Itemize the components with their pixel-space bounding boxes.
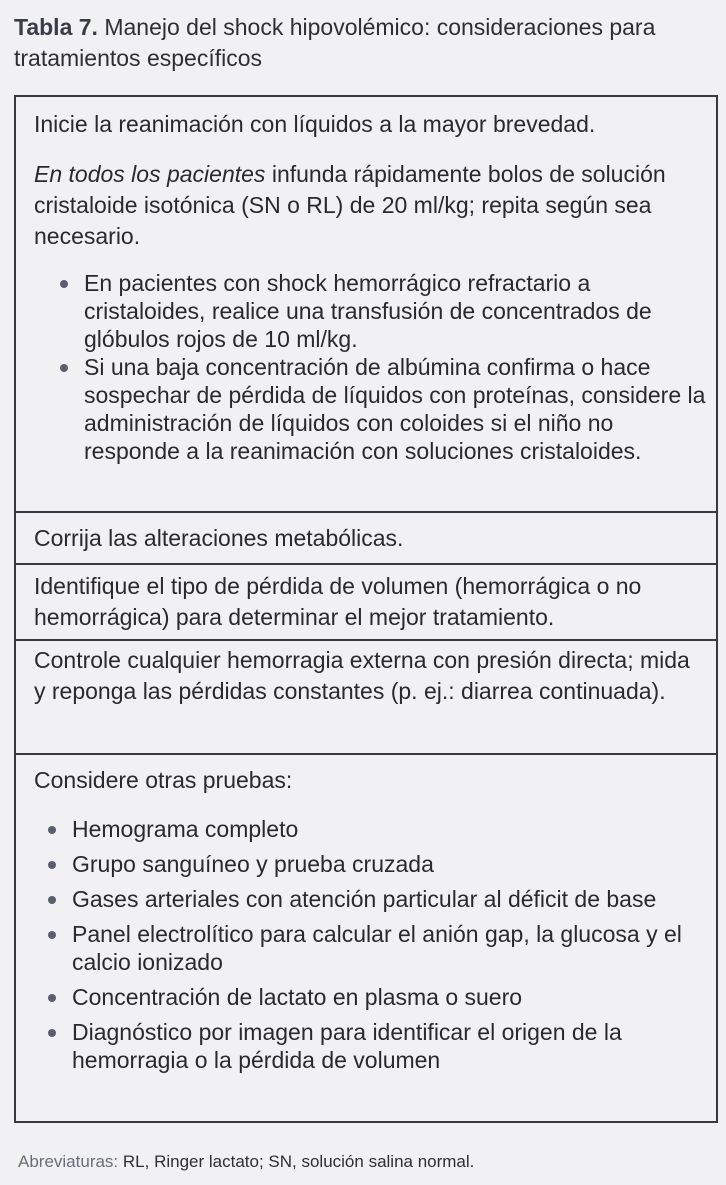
row-text: Identifique el tipo de pérdida de volumen (hemorrágica o no hemorrágica) para determinar el mejor tratamiento. — [34, 573, 642, 630]
table-row — [16, 97, 716, 511]
bullet-icon — [48, 826, 56, 834]
list-item — [44, 1018, 706, 1074]
list-item-text: Hemograma completo — [72, 816, 299, 842]
table-number: Tabla 7. — [14, 14, 98, 40]
treatment-table — [14, 95, 718, 1123]
row-text — [34, 159, 704, 252]
list-item-text: Diagnóstico por imagen para identificar el origen de la hemorragia o la pérdida de volumen — [72, 1019, 622, 1073]
list-item-text: Gases arteriales con atención particular al déficit de base — [72, 886, 657, 912]
row-text: Considere otras pruebas: — [34, 767, 293, 793]
bullet-icon — [48, 994, 56, 1002]
list-item — [44, 983, 706, 1011]
table-title: Manejo del shock hipovolémico: consideraciones para tratamientos específicos — [14, 14, 656, 71]
list-item-text: Si una baja concentración de albúmina confirma o hace sospechar de pérdida de líquidos con proteínas, considere la administración de líquidos con coloides si el niño no responde a la reanimación con soluciones cristaloides. — [84, 354, 706, 464]
row-text: Corrija las alteraciones metabólicas. — [34, 525, 404, 551]
row-text-rest: infunda rápidamente bolos de solución cristaloide isotónica (SN o RL) de 20 ml/kg; repita según sea necesario. — [34, 161, 666, 249]
list-item — [56, 269, 706, 353]
bullet-icon — [48, 861, 56, 869]
bullet-list — [44, 815, 706, 1074]
bullet-icon — [48, 931, 56, 939]
bullet-icon — [48, 896, 56, 904]
emphasis-text: En todos los pacientes — [34, 161, 266, 187]
list-item — [44, 920, 706, 976]
abbreviations-text: RL, Ringer lactato; SN, solución salina normal. — [118, 1152, 475, 1171]
bullet-icon — [60, 364, 68, 372]
table-row — [16, 753, 716, 1123]
list-item-text: Grupo sanguíneo y prueba cruzada — [72, 851, 434, 877]
list-item — [56, 353, 706, 465]
list-item — [44, 850, 706, 878]
row-text: Inicie la reanimación con líquidos a la mayor brevedad. — [34, 111, 596, 137]
list-item-text: Concentración de lactato en plasma o suero — [72, 984, 523, 1010]
list-item — [44, 885, 706, 913]
bullet-icon — [60, 280, 68, 288]
row-text: Controle cualquier hemorragia externa con presión directa; mida y reponga las pérdidas constantes (p. ej.: diarrea continuada). — [34, 647, 690, 704]
abbreviations-footnote — [18, 1151, 474, 1173]
abbreviations-label: Abreviaturas: — [18, 1152, 119, 1171]
table-row — [16, 563, 716, 639]
table-row — [16, 639, 716, 753]
table-caption — [14, 12, 714, 74]
list-item-text: En pacientes con shock hemorrágico refractario a cristaloides, realice una transfusión de concentrados de glóbulos rojos de 10 ml/kg. — [84, 270, 652, 352]
bullet-list — [56, 269, 706, 465]
bullet-icon — [48, 1029, 56, 1037]
table-row — [16, 511, 716, 563]
list-item — [44, 815, 706, 843]
list-item-text: Panel electrolítico para calcular el anión gap, la glucosa y el calcio ionizado — [72, 921, 682, 975]
